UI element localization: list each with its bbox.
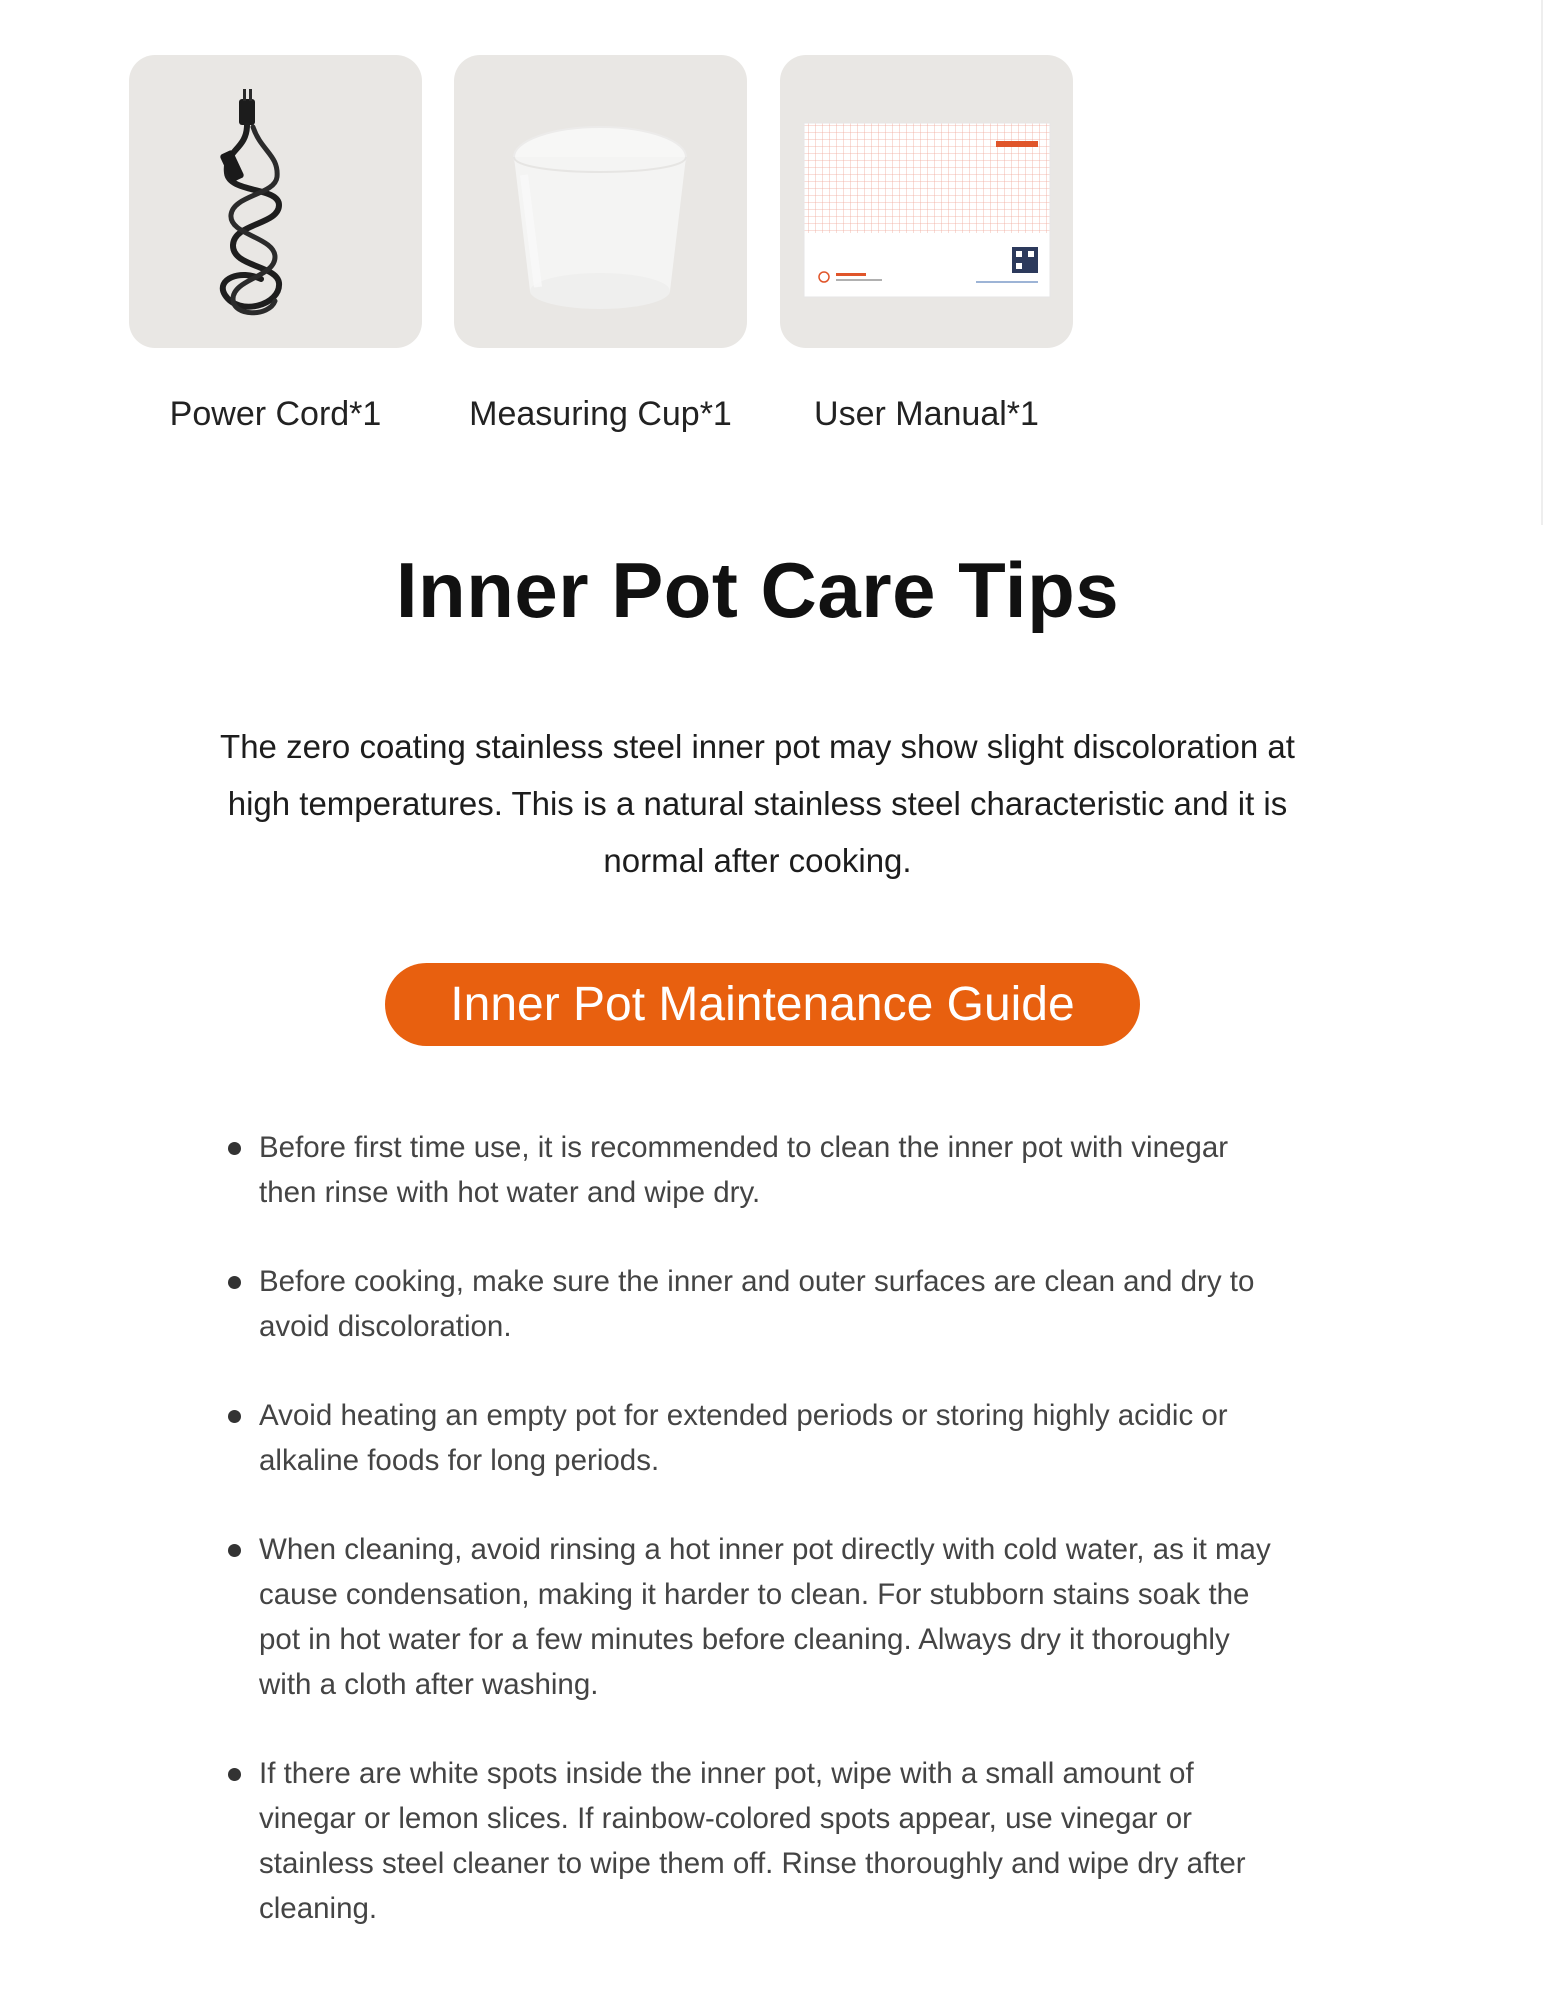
accessory-label: Power Cord*1 (169, 395, 382, 433)
power-cord-image (129, 55, 422, 348)
intro-paragraph: The zero coating stainless steel inner pot may show slight discoloration at high temperatures. This is a natural stainless steel characteristic and it is normal after cooking. (220, 728, 1295, 879)
power-cord-icon (129, 55, 422, 348)
accessories-row (129, 55, 1129, 455)
bullet-icon (228, 1410, 241, 1423)
user-manual-image (780, 55, 1073, 348)
care-tips-list (222, 1125, 1282, 1975)
accessory-label: Measuring Cup*1 (469, 395, 732, 433)
bullet-icon (228, 1276, 241, 1289)
tip-text: Before first time use, it is recommended to clean the inner pot with vinegar then rinse with hot water and wipe dry. (259, 1131, 1229, 1209)
list-item (222, 1259, 1282, 1349)
bullet-icon (228, 1544, 241, 1557)
user-manual-icon (780, 55, 1073, 348)
page-title: Inner Pot Care Tips (395, 546, 1120, 634)
bullet-icon (228, 1768, 241, 1781)
accessory-label: User Manual*1 (814, 395, 1039, 433)
bullet-icon (228, 1142, 241, 1155)
measuring-cup-icon (454, 55, 747, 348)
accessory-measuring-cup (454, 55, 747, 433)
scrollbar-track[interactable] (1541, 0, 1543, 525)
measuring-cup-image (454, 55, 747, 348)
tip-text: Avoid heating an empty pot for extended periods or storing highly acidic or alkaline foods for long periods. (259, 1399, 1228, 1477)
tip-text: Before cooking, make sure the inner and outer surfaces are clean and dry to avoid discoloration. (259, 1265, 1255, 1343)
list-item (222, 1125, 1282, 1215)
list-item (222, 1751, 1282, 1931)
list-item (222, 1527, 1282, 1707)
tip-text: When cleaning, avoid rinsing a hot inner pot directly with cold water, as it may cause condensation, making it harder to clean. For stubborn stains soak the pot in hot water for a few minutes before cleaning. Always dry it thoroughly with a cloth after washing. (259, 1533, 1271, 1701)
accessory-power-cord (129, 55, 422, 433)
maintenance-guide-badge: Inner Pot Maintenance Guide (385, 963, 1140, 1046)
tip-text: If there are white spots inside the inner pot, wipe with a small amount of vinegar or lemon slices. If rainbow-colored spots appear, use vinegar or stainless steel cleaner to wipe them off. Rinse thoroughly and wipe dry after cleaning. (259, 1757, 1246, 1925)
accessory-user-manual (780, 55, 1073, 433)
list-item (222, 1393, 1282, 1483)
